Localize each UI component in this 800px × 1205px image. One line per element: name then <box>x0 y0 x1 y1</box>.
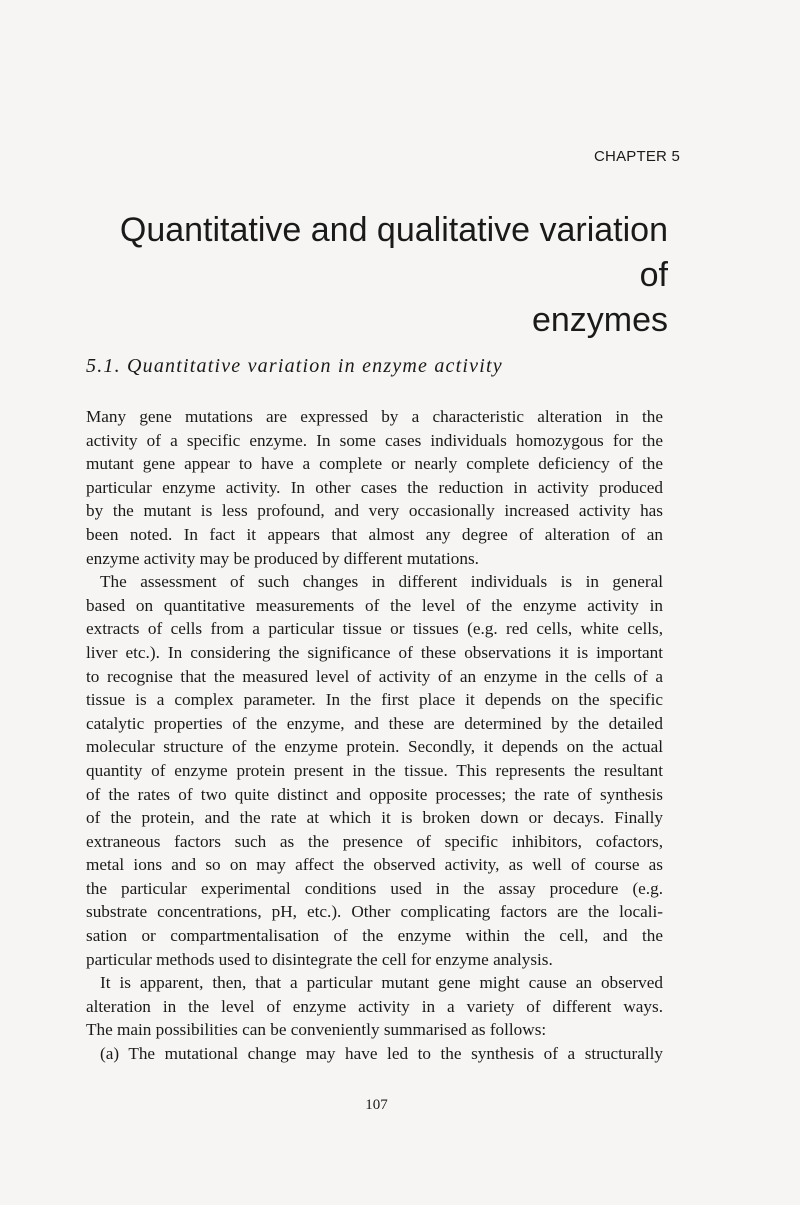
chapter-label: CHAPTER 5 <box>594 148 680 165</box>
text-line: of the protein, and the rate at which it is broken down or decays. Finally <box>86 808 663 828</box>
text-line: mutant gene appear to have a complete or nearly complete deficiency of the <box>86 454 663 474</box>
text-line: enzyme activity may be produced by different mutations. <box>86 548 479 568</box>
text-line: the particular experimental conditions used in the assay procedure (e.g. <box>86 878 663 898</box>
text-line: quantity of enzyme protein present in the tissue. This represents the resultant <box>86 760 663 780</box>
paragraph-1 <box>86 405 663 570</box>
text-line: been noted. In fact it appears that almost any degree of alteration of an <box>86 524 663 544</box>
text-line: of the rates of two quite distinct and opposite processes; the rate of synthesis <box>86 784 663 804</box>
paragraph-3 <box>86 971 663 1042</box>
section-heading: 5.1. Quantitative variation in enzyme activity <box>86 355 503 377</box>
text-line: tissue is a complex parameter. In the first place it depends on the specific <box>86 690 663 710</box>
text-line: The main possibilities can be conveniently summarised as follows: <box>86 1020 547 1040</box>
text-line: alteration in the level of enzyme activity in a variety of different ways. <box>86 996 663 1016</box>
body-text <box>86 405 663 1066</box>
chapter-title-line-1: Quantitative and qualitative variation of <box>119 211 668 294</box>
text-line: extracts of cells from a particular tissue or tissues (e.g. red cells, white cells, <box>86 619 663 639</box>
text-line: (a) The mutational change may have led to the synthesis of a structurally <box>100 1044 663 1064</box>
text-line: substrate concentrations, pH, etc.). Other complicating factors are the locali- <box>86 902 663 922</box>
text-line: catalytic properties of the enzyme, and these are determined by the detailed <box>86 713 663 733</box>
text-line: Many gene mutations are expressed by a characteristic alteration in the <box>86 407 663 426</box>
text-line: particular enzyme activity. In other cases the reduction in activity produced <box>86 477 663 497</box>
text-line: The assessment of such changes in different individuals is in general <box>100 572 663 592</box>
text-line: particular methods used to disintegrate the cell for enzyme analysis. <box>86 949 553 969</box>
text-line: based on quantitative measurements of the level of the enzyme activity in <box>86 595 663 615</box>
text-line: by the mutant is less profound, and very occasionally increased activity has <box>86 501 663 521</box>
text-line: metal ions and so on may affect the observed activity, as well of course as <box>86 855 663 875</box>
text-line: liver etc.). In considering the significance of these observations it is important <box>86 642 663 662</box>
text-line: sation or compartmentalisation of the enzyme within the cell, and the <box>86 926 663 946</box>
text-line: It is apparent, then, that a particular mutant gene might cause an observed <box>100 973 663 993</box>
paragraph-4 <box>86 1042 663 1066</box>
text-line: to recognise that the measured level of activity of an enzyme in the cells of a <box>86 666 663 686</box>
page-number: 107 <box>365 1097 388 1113</box>
text-line: extraneous factors such as the presence of specific inhibitors, cofactors, <box>86 831 663 851</box>
text-line: activity of a specific enzyme. In some cases individuals homozygous for the <box>86 430 663 450</box>
text-line: molecular structure of the enzyme protein. Secondly, it depends on the actual <box>86 737 663 757</box>
chapter-title-line-2: enzymes <box>531 301 668 339</box>
chapter-title <box>86 208 668 343</box>
paragraph-2 <box>86 570 663 971</box>
